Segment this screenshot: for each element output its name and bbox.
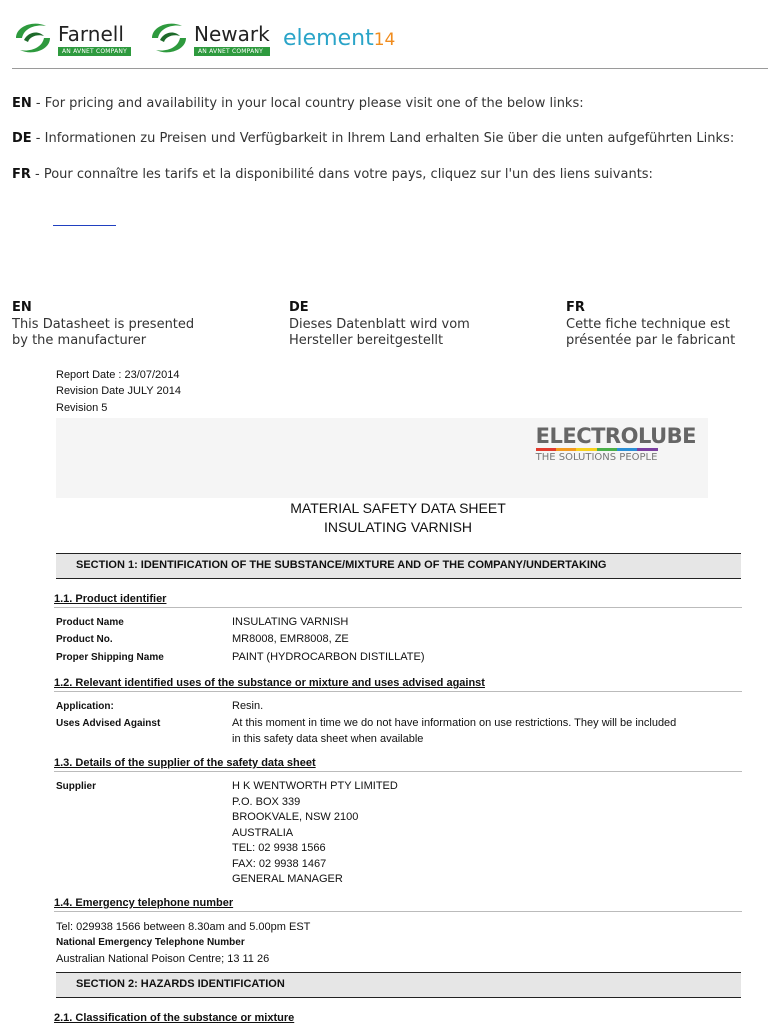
presented-en-text: This Datasheet is presented by the manufacturer	[12, 317, 195, 348]
section-1-title: SECTION 1: IDENTIFICATION OF THE SUBSTANCE/MIXTURE AND OF THE COMPANY/UNDERTAKING	[76, 559, 607, 571]
subsection-1-1-heading: 1.1. Product identifier	[54, 593, 167, 605]
notice-de-text: - Informationen zu Preisen und Verfügbarkeit in Ihrem Land erhalten Sie über die unten aufgeführten Links:	[31, 131, 735, 146]
country-link[interactable]	[53, 225, 116, 226]
revision-date: Revision Date JULY 2014	[56, 385, 181, 397]
supplier-line-2: P.O. BOX 339	[232, 796, 301, 808]
electrolube-color-bar	[536, 448, 658, 451]
notice-de	[12, 131, 734, 146]
notice-fr	[12, 167, 653, 182]
subsection-1-4-rule	[54, 911, 742, 912]
presented-de-text: Dieses Datenblatt wird vom Hersteller bereitgestellt	[289, 317, 470, 348]
newark-swirl-icon	[148, 18, 190, 58]
subsection-2-1-heading: 2.1. Classification of the substance or mixture	[54, 1012, 295, 1024]
supplier-line-3: BROOKVALE, NSW 2100	[232, 811, 359, 823]
notice-de-code: DE	[12, 131, 32, 146]
farnell-name: Farnell	[58, 22, 124, 46]
uses-advised-against-line-1: At this moment in time we do not have information on use restrictions. They will be included	[232, 717, 677, 729]
electrolube-logo	[536, 424, 696, 464]
presented-de-code: DE	[289, 300, 309, 315]
product-name-value: INSULATING VARNISH	[232, 616, 349, 628]
shipping-name-label: Proper Shipping Name	[56, 652, 164, 663]
supplier-line-5: TEL: 02 9938 1566	[232, 842, 326, 854]
newark-name: Newark	[194, 22, 270, 46]
revision-number: Revision 5	[56, 402, 108, 414]
presented-fr-text: Cette fiche technique est présentée par le fabricant	[566, 317, 736, 348]
newark-logo[interactable]	[148, 18, 270, 58]
supplier-label: Supplier	[56, 781, 97, 792]
presented-en-code: EN	[12, 300, 32, 315]
electrolube-title: ELECTROLUBE	[535, 424, 696, 448]
section-1-header	[56, 553, 741, 579]
product-no-label: Product No.	[56, 634, 113, 645]
subsection-1-3-heading: 1.3. Details of the supplier of the safety data sheet	[54, 757, 316, 769]
poison-centre: Australian National Poison Centre; 13 11 26	[56, 953, 270, 965]
subsection-1-3-rule	[54, 771, 742, 772]
shipping-name-value: PAINT (HYDROCARBON DISTILLATE)	[232, 651, 425, 663]
notice-fr-code: FR	[12, 167, 31, 182]
uses-advised-against-line-2: in this safety data sheet when available	[232, 733, 424, 745]
farnell-logo[interactable]	[12, 18, 131, 58]
electrolube-tagline: THE SOLUTIONS PEOPLE	[535, 452, 658, 463]
newark-sub: AN AVNET COMPANY	[194, 47, 270, 56]
presented-fr-code: FR	[566, 300, 585, 315]
application-value: Resin.	[232, 700, 264, 712]
emergency-tel: Tel: 029938 1566 between 8.30am and 5.00pm EST	[56, 921, 311, 933]
element14-logo[interactable]	[283, 26, 395, 51]
section-2-header	[56, 972, 741, 998]
application-label: Application:	[56, 701, 114, 712]
report-date: Report Date : 23/07/2014	[56, 369, 180, 381]
element14-num: 14	[373, 30, 396, 50]
supplier-line-4: AUSTRALIA	[232, 827, 294, 839]
farnell-sub: AN AVNET COMPANY	[58, 47, 131, 56]
supplier-line-1: H K WENTWORTH PTY LIMITED	[232, 780, 398, 792]
product-no-value: MR8008, EMR8008, ZE	[232, 633, 349, 645]
section-2-title: SECTION 2: HAZARDS IDENTIFICATION	[76, 978, 285, 990]
supplier-line-6: FAX: 02 9938 1467	[232, 858, 327, 870]
product-name-label: Product Name	[56, 617, 124, 628]
header-divider	[12, 68, 768, 69]
doc-subtitle: INSULATING VARNISH	[323, 519, 473, 535]
subsection-1-2-rule	[54, 691, 742, 692]
national-emergency-label: National Emergency Telephone Number	[56, 937, 245, 948]
uses-advised-against-label: Uses Advised Against	[56, 718, 161, 729]
electrolube-banner	[56, 418, 708, 498]
subsection-1-2-heading: 1.2. Relevant identified uses of the substance or mixture and uses advised against	[54, 677, 485, 689]
element14-word: element	[283, 26, 374, 51]
doc-title: MATERIAL SAFETY DATA SHEET	[290, 500, 506, 516]
subsection-1-4-heading: 1.4. Emergency telephone number	[54, 897, 234, 909]
notice-fr-text: - Pour connaître les tarifs et la disponibilité dans votre pays, cliquez sur l'un des liens suivants:	[30, 167, 653, 182]
notice-en-text: - For pricing and availability in your local country please visit one of the below links:	[31, 96, 584, 111]
farnell-swirl-icon	[12, 18, 54, 58]
notice-en-code: EN	[12, 96, 32, 111]
supplier-line-7: GENERAL MANAGER	[232, 873, 343, 885]
notice-en	[12, 96, 584, 111]
subsection-1-1-rule	[54, 607, 742, 608]
